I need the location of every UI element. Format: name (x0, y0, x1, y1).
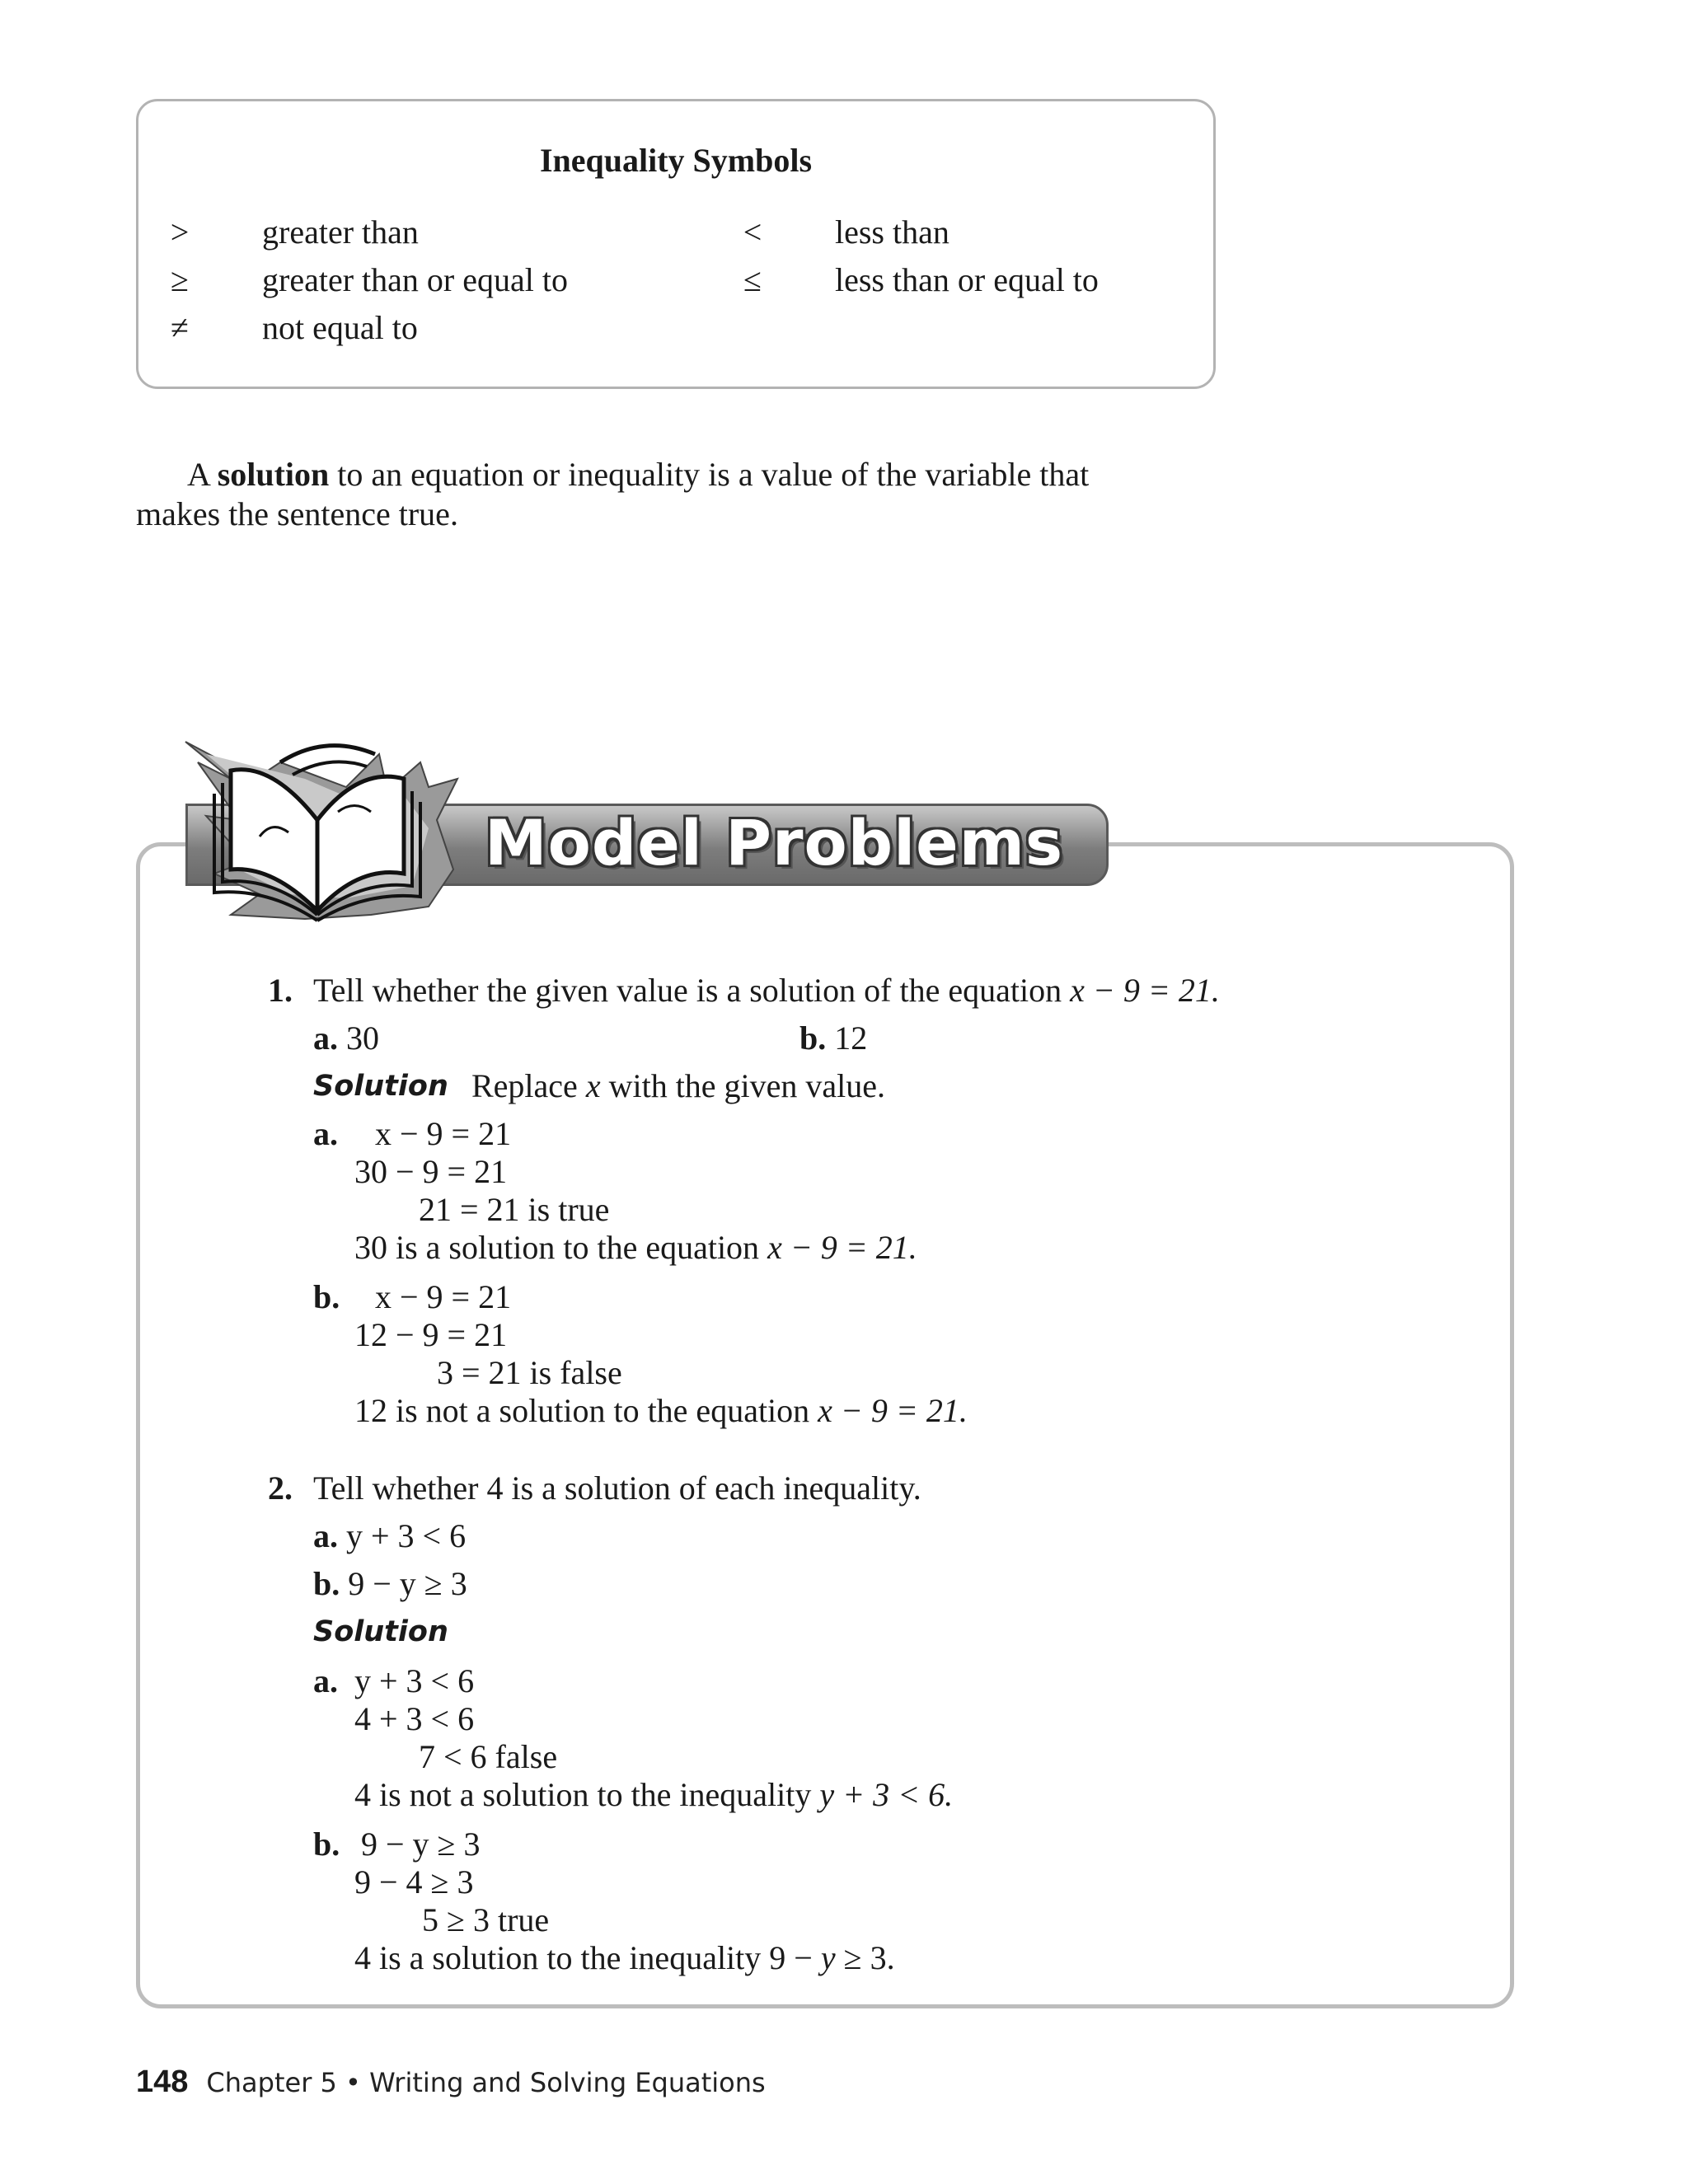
p1-a-conclusion (354, 1228, 917, 1267)
problem-1-solution-text (471, 1066, 885, 1105)
option-inequality: 9 − y ≥ 3 (348, 1565, 467, 1602)
problem-2-option-b (313, 1564, 467, 1603)
conclusion-text: 4 is a solution to the inequality 9 − (354, 1939, 821, 1976)
option-value: 30 (346, 1019, 379, 1057)
question-text: Tell whether the given value is a solution of the equation (313, 972, 1071, 1009)
option-label: b. (313, 1565, 340, 1602)
symbol-label: less than or equal to (835, 261, 1099, 298)
solution-text: Replace (471, 1067, 586, 1104)
p1-a-step-3: 21 = 21 is true (419, 1191, 610, 1228)
option-label: b. (799, 1019, 827, 1057)
conclusion-text: 30 is a solution to the equation (354, 1229, 768, 1266)
greater-than-symbol: > (170, 213, 190, 251)
symbol-label: greater than or equal to (262, 261, 568, 298)
page-number: 148 (136, 2064, 189, 2099)
intro-prefix: A (187, 456, 218, 493)
inequality-symbols-box (136, 99, 1216, 389)
conclusion-inequality: y + 3 < 6. (819, 1776, 954, 1813)
intro-line-2: makes the sentence true. (136, 495, 458, 532)
part-a-label: a. (313, 1115, 338, 1152)
p1-b-step-3: 3 = 21 is false (437, 1354, 622, 1391)
p2-a-conclusion (354, 1775, 953, 1814)
problem-2-solution-label: Solution (313, 1615, 448, 1648)
p2-b-step-2: 9 − 4 ≥ 3 (354, 1863, 474, 1900)
p1-a-step-2: 30 − 9 = 21 (354, 1153, 508, 1190)
conclusion-variable: y (820, 1939, 836, 1976)
option-label: a. (313, 1019, 338, 1057)
problem-1-question (313, 971, 1220, 1010)
conclusion-equation: x − 9 = 21. (818, 1392, 968, 1429)
p2-a-step-3: 7 < 6 false (419, 1738, 558, 1775)
intro-rest: to an equation or inequality is a value of the variable that (329, 456, 1090, 493)
question-equation: x − 9 = 21. (1070, 972, 1220, 1009)
part-b-label: b. (313, 1825, 340, 1863)
page-footer (136, 2064, 766, 2100)
option-inequality: y + 3 < 6 (346, 1517, 467, 1554)
greater-equal-symbol: ≥ (171, 261, 189, 298)
problem-1-option-a (313, 1019, 379, 1057)
conclusion-text: 4 is not a solution to the inequality (354, 1776, 820, 1813)
conclusion-text: 12 is not a solution to the equation (354, 1392, 818, 1429)
option-label: a. (313, 1517, 338, 1554)
problem-2-number: 2. (268, 1469, 293, 1507)
problem-2-question: Tell whether 4 is a solution of each inequality. (313, 1469, 921, 1507)
p1-b-conclusion (354, 1391, 968, 1430)
p2-b-conclusion (354, 1938, 895, 1977)
p2-b-step-3: 5 ≥ 3 true (422, 1901, 550, 1938)
problem-1-option-b (799, 1019, 867, 1057)
solution-term: solution (217, 456, 330, 493)
p2-a-step-2: 4 + 3 < 6 (354, 1700, 475, 1737)
solution-text: with the given value. (600, 1067, 886, 1104)
symbol-label: greater than (262, 213, 419, 251)
conclusion-equation: x − 9 = 21. (767, 1229, 917, 1266)
open-book-icon (181, 729, 462, 927)
symbol-label: less than (835, 213, 950, 251)
solution-definition-paragraph (136, 455, 1224, 534)
symbols-box-title: Inequality Symbols (539, 142, 813, 179)
conclusion-text: ≥ 3. (835, 1939, 895, 1976)
less-equal-symbol: ≤ (743, 261, 762, 298)
p2-a-step-1: y + 3 < 6 (354, 1662, 475, 1699)
part-b-label: b. (313, 1278, 340, 1315)
problem-2-option-a (313, 1516, 466, 1555)
symbol-label: not equal to (262, 309, 418, 346)
model-problems-title: Model Problems (485, 806, 1064, 879)
option-value: 12 (834, 1019, 868, 1057)
problem-1-number: 1. (268, 972, 293, 1009)
chapter-title: Chapter 5 • Writing and Solving Equations (206, 2067, 766, 2098)
p1-b-step-2: 12 − 9 = 21 (354, 1316, 508, 1353)
part-a-label: a. (313, 1662, 338, 1699)
less-than-symbol: < (743, 213, 762, 251)
problem-1-solution-label: Solution (313, 1070, 448, 1103)
p2-b-step-1: 9 − y ≥ 3 (361, 1825, 481, 1863)
not-equal-symbol: ≠ (171, 309, 189, 346)
solution-variable: x (585, 1067, 601, 1104)
p1-b-step-1: x − 9 = 21 (375, 1278, 512, 1315)
p1-a-step-1: x − 9 = 21 (375, 1115, 512, 1152)
